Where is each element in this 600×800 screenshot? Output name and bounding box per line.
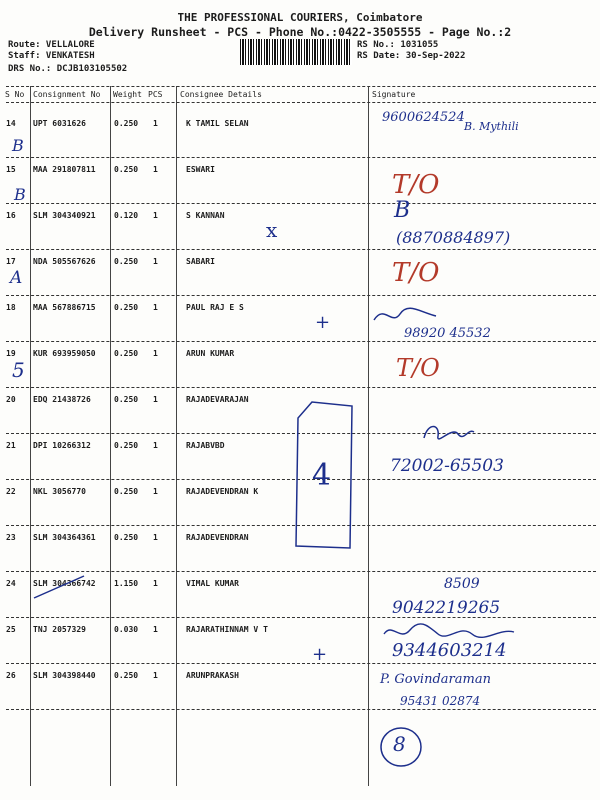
row-sno: 14	[6, 119, 16, 128]
row-sno: 24	[6, 579, 16, 588]
row-sno: 15	[6, 165, 16, 174]
row-separator	[6, 571, 596, 572]
row-separator	[6, 709, 596, 710]
signature-phone: 9600624524	[382, 110, 465, 125]
row-consignment-no: MAA 567886715	[33, 303, 96, 312]
row-sno: 20	[6, 395, 16, 404]
handwritten-page-number: 8	[393, 732, 406, 756]
row-weight: 0.030	[114, 625, 139, 634]
handwritten-plus: +	[315, 312, 331, 333]
handwritten-count: 4	[312, 458, 332, 493]
row-separator	[6, 157, 596, 158]
barcode	[240, 39, 352, 65]
rs-number: RS No.: 1031055	[357, 40, 439, 50]
handwritten-letter: B	[12, 136, 24, 155]
handwritten-letter: A	[10, 268, 23, 288]
col-consignee: Consignee Details	[180, 90, 262, 99]
row-consignee: VIMAL KUMAR	[186, 579, 239, 588]
handwritten-plus: +	[312, 644, 328, 665]
row-consignee: S KANNAN	[186, 211, 225, 220]
handwritten-mark: T/O	[392, 170, 440, 200]
row-sno: 18	[6, 303, 16, 312]
column-divider	[110, 86, 111, 786]
signature-phone: 9042219265	[392, 598, 501, 618]
handwritten-letter: B	[14, 185, 26, 204]
row-weight: 0.120	[114, 211, 139, 220]
row-weight: 0.250	[114, 441, 139, 450]
row-weight: 0.250	[114, 165, 139, 174]
signature-name: B. Mythili	[464, 120, 519, 133]
row-consignment-no: SLM 304364361	[33, 533, 96, 542]
row-weight: 0.250	[114, 349, 139, 358]
signature-scribble	[370, 302, 440, 326]
row-sno: 16	[6, 211, 16, 220]
row-weight: 0.250	[114, 533, 139, 542]
row-separator	[6, 203, 596, 204]
signature-phone: 72002-65503	[390, 456, 504, 476]
row-pcs: 1	[153, 119, 158, 128]
row-consignee: RAJADEVENDRAN K	[186, 487, 259, 496]
row-pcs: 1	[153, 625, 158, 634]
column-divider	[368, 86, 369, 786]
row-pcs: 1	[153, 211, 158, 220]
drs-number: DRS No.: DCJB103105502	[8, 64, 128, 74]
column-divider	[176, 86, 177, 786]
row-consignment-no: SLM 304398440	[33, 671, 96, 680]
signature-phone: 9344603214	[392, 640, 507, 661]
row-consignment-no: UPT 6031626	[33, 119, 86, 128]
row-consignment-no: NDA 505567626	[33, 257, 96, 266]
row-consignee: SABARI	[186, 257, 215, 266]
row-separator	[6, 617, 596, 618]
col-weight: Weight	[113, 90, 142, 99]
header-rule-bottom	[6, 102, 596, 103]
handwritten-mark: T/O	[392, 258, 440, 288]
row-sno: 21	[6, 441, 16, 450]
row-consignee: ARUN KUMAR	[186, 349, 235, 358]
row-consignee: ARUNPRAKASH	[186, 671, 239, 680]
row-separator	[6, 387, 596, 388]
row-sno: 22	[6, 487, 16, 496]
col-sno: S No	[5, 90, 25, 99]
row-weight: 0.250	[114, 395, 139, 404]
row-pcs: 1	[153, 303, 158, 312]
row-consignment-no: MAA 291807811	[33, 165, 96, 174]
row-weight: 0.250	[114, 671, 139, 680]
row-consignee: RAJADEVARAJAN	[186, 395, 249, 404]
signature-scribble	[418, 420, 478, 448]
row-pcs: 1	[153, 579, 158, 588]
handwritten-slash	[30, 572, 88, 602]
row-separator	[6, 663, 596, 664]
row-sno: 19	[6, 349, 16, 358]
row-pcs: 1	[153, 487, 158, 496]
handwritten-mark: T/O	[396, 354, 440, 382]
row-sno: 26	[6, 671, 16, 680]
row-pcs: 1	[153, 165, 158, 174]
signature-phone: 95431 02874	[400, 694, 481, 708]
column-divider	[30, 86, 31, 786]
row-separator	[6, 249, 596, 250]
signature-phone: (8870884897)	[396, 228, 511, 247]
staff-label: Staff: VENKATESH	[8, 51, 95, 61]
handwritten-letter: B	[394, 198, 411, 223]
row-weight: 0.250	[114, 487, 139, 496]
row-pcs: 1	[153, 349, 158, 358]
col-pcs: PCS	[148, 90, 163, 99]
handwritten-letter: 5	[12, 358, 25, 382]
row-consignee: RAJARATHINNAM V T	[186, 625, 268, 634]
row-consignment-no: TNJ 2057329	[33, 625, 86, 634]
row-consignee: RAJADEVENDRAN	[186, 533, 249, 542]
col-consignment: Consignment No	[33, 90, 101, 99]
row-consignee: K TAMIL SELAN	[186, 119, 249, 128]
row-consignment-no: SLM 304340921	[33, 211, 96, 220]
signature-code: 8509	[444, 576, 480, 592]
rs-date: RS Date: 30-Sep-2022	[357, 51, 466, 61]
row-consignment-no: DPI 10266312	[33, 441, 91, 450]
row-weight: 0.250	[114, 119, 139, 128]
row-consignment-no: EDQ 21438726	[33, 395, 91, 404]
row-weight: 1.150	[114, 579, 139, 588]
row-consignment-no: NKL 3056770	[33, 487, 86, 496]
row-pcs: 1	[153, 671, 158, 680]
row-pcs: 1	[153, 257, 158, 266]
col-signature: Signature	[372, 90, 416, 99]
row-separator	[6, 341, 596, 342]
row-pcs: 1	[153, 441, 158, 450]
row-consignee: ESWARI	[186, 165, 215, 174]
row-separator	[6, 295, 596, 296]
signature-phone: 98920 45532	[404, 326, 491, 341]
handwritten-cross: x	[266, 218, 278, 242]
header-rule-top	[6, 86, 596, 87]
row-consignment-no: KUR 693959050	[33, 349, 96, 358]
runsheet-subtitle: Delivery Runsheet - PCS - Phone No.:0422-3505555 - Page No.:2	[88, 25, 512, 39]
row-sno: 23	[6, 533, 16, 542]
company-title: THE PROFESSIONAL COURIERS, Coimbatore	[177, 11, 423, 24]
signature-name: P. Govindaraman	[380, 672, 491, 687]
route-label: Route: VELLALORE	[8, 40, 95, 50]
row-consignee: RAJABVBD	[186, 441, 225, 450]
row-consignee: PAUL RAJ E S	[186, 303, 244, 312]
row-pcs: 1	[153, 395, 158, 404]
row-weight: 0.250	[114, 303, 139, 312]
row-sno: 17	[6, 257, 16, 266]
row-consignment-no: SLM 304366742	[33, 579, 96, 588]
row-weight: 0.250	[114, 257, 139, 266]
row-pcs: 1	[153, 533, 158, 542]
row-sno: 25	[6, 625, 16, 634]
